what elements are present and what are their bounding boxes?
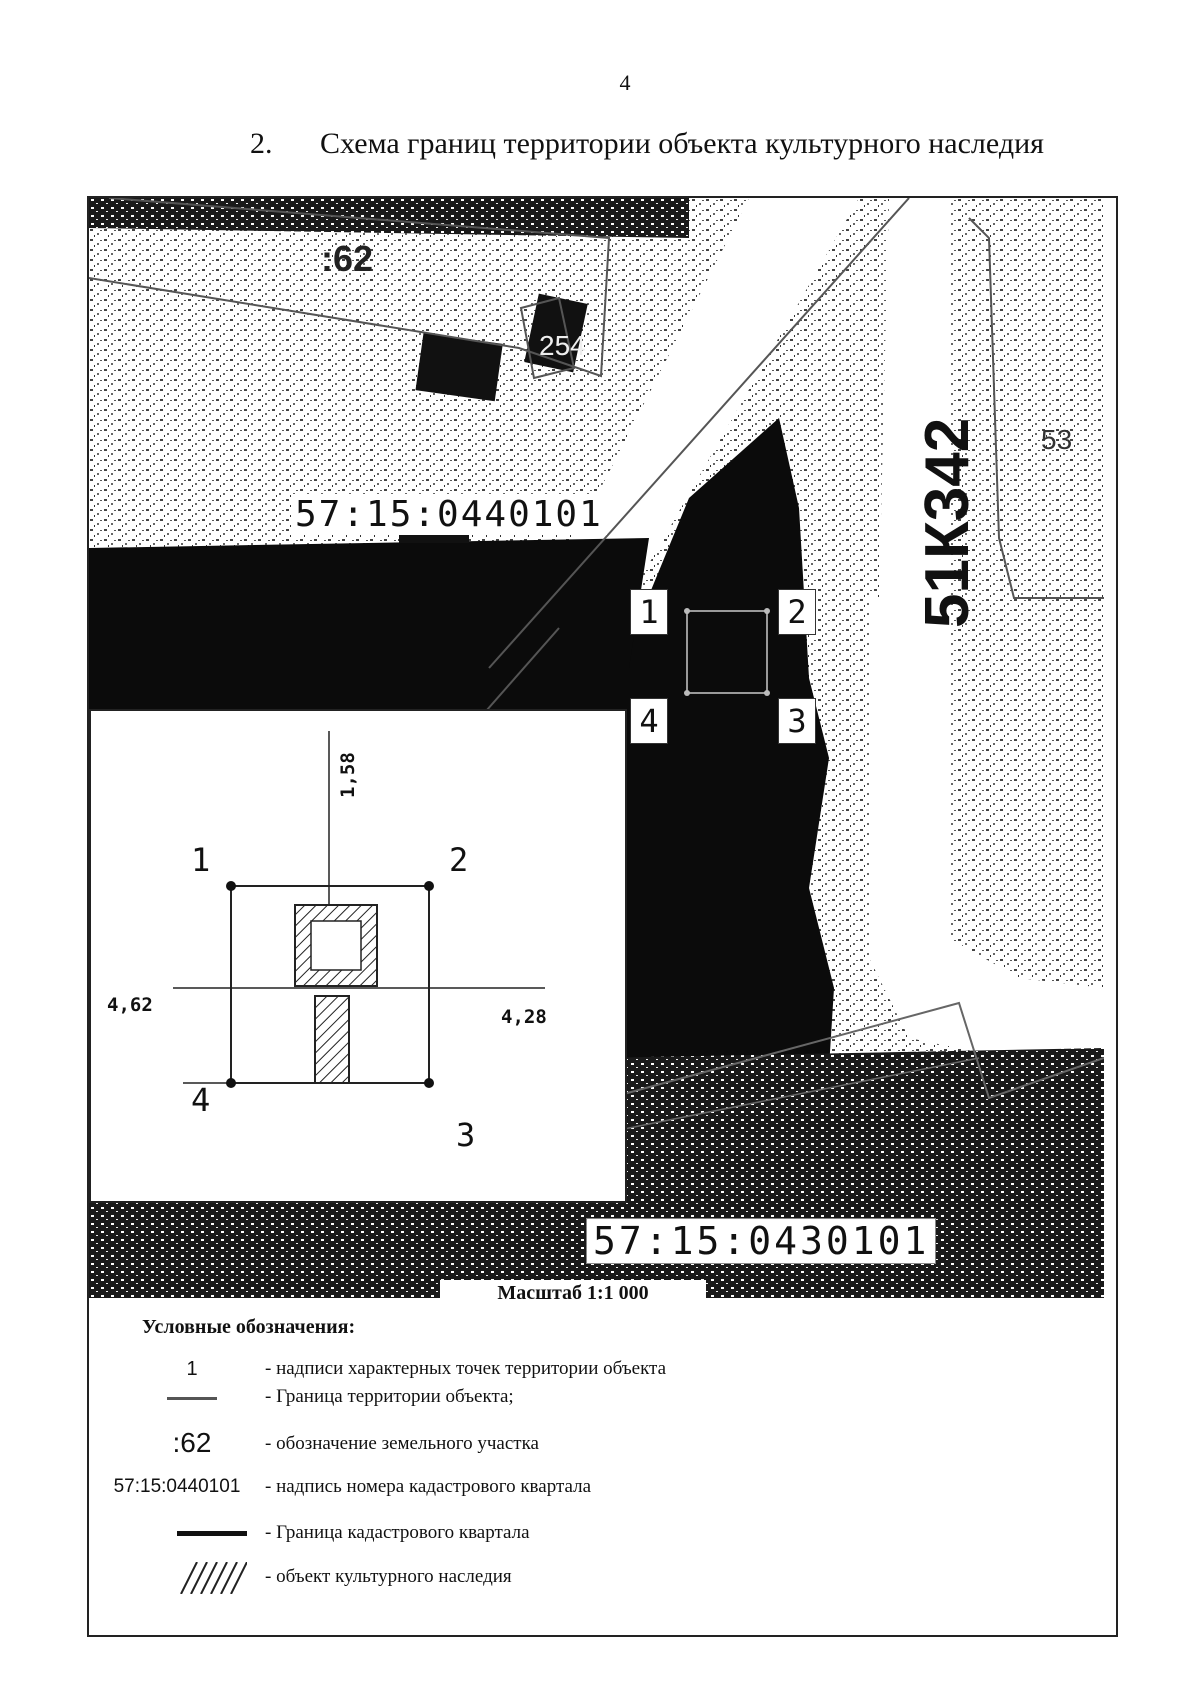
legend-item [87,1470,1087,1506]
quarter-number-label: 57:15:0430101 [586,1218,936,1264]
dark-area-left [89,538,649,668]
point-marker [226,1078,236,1088]
street-label: 51К342 [913,417,982,628]
thick-line-swatch [177,1531,247,1536]
legend-item [87,1560,1087,1596]
point-marker [424,881,434,891]
point-label-3: 3 [778,698,816,744]
legend-text: - надписи характерных точек территории объекта [265,1358,667,1379]
legend-symbol-parcel-label: :62 [172,1427,212,1458]
point-marker [764,690,770,696]
dimension-label: 4,28 [501,1006,547,1028]
legend-symbol-quarter-boundary [117,1516,267,1552]
point-label-1: 1 [630,589,668,635]
point-marker [684,608,690,614]
dimension-label: 4,62 [107,994,153,1016]
dimension-label: 1,58 [337,752,359,798]
legend-text: - надпись номера кадастрового квартала [265,1476,592,1497]
point-marker [424,1078,434,1088]
legend-text: - обозначение земельного участка [265,1433,539,1454]
inset-detail [89,709,627,1203]
point-marker [226,881,236,891]
section-number: 2. [250,127,273,160]
thin-line-swatch [167,1397,217,1400]
quarter-number-label: 57:15:0440101 [291,494,607,535]
inset-point-4: 4 [191,1081,211,1119]
heritage-object-core [311,921,361,970]
inset-point-3: 3 [456,1116,476,1154]
point-label-4: 4 [630,698,668,744]
point-label-2: 2 [778,589,816,635]
scale-label: Масштаб 1:1 000 [440,1280,706,1306]
inset-point-1: 1 [191,841,211,879]
legend-item [87,1380,1087,1416]
section-title: Схема границ территории объекта культурного наследия [320,127,1044,160]
hatch-swatch [177,1562,247,1594]
legend-symbol-object-boundary [117,1380,267,1416]
page-number: 4 [619,70,631,95]
inset-drawing [91,711,627,1203]
legend-symbol-point-label: 1 [186,1358,198,1380]
legend-title: Условные обозначения: [142,1316,356,1338]
legend [87,1310,1087,1630]
building-label: 254 [539,330,586,361]
legend-symbol-heritage-object [117,1560,267,1596]
heritage-object-annex [315,996,349,1083]
legend-item [87,1427,1087,1463]
page-title [250,127,1044,161]
legend-text: - объект культурного наследия [265,1566,512,1587]
point-marker [684,690,690,696]
legend-item [87,1516,1087,1552]
parcel-label-53: 53 [1041,424,1073,455]
inset-point-2: 2 [449,841,469,879]
legend-symbol-quarter-label: 57:15:0440101 [113,1476,241,1497]
parcel-label: :62 [321,238,374,279]
legend-text: - Граница территории объекта; [265,1386,514,1407]
legend-text: - Граница кадастрового квартала [265,1522,530,1543]
point-marker [764,608,770,614]
